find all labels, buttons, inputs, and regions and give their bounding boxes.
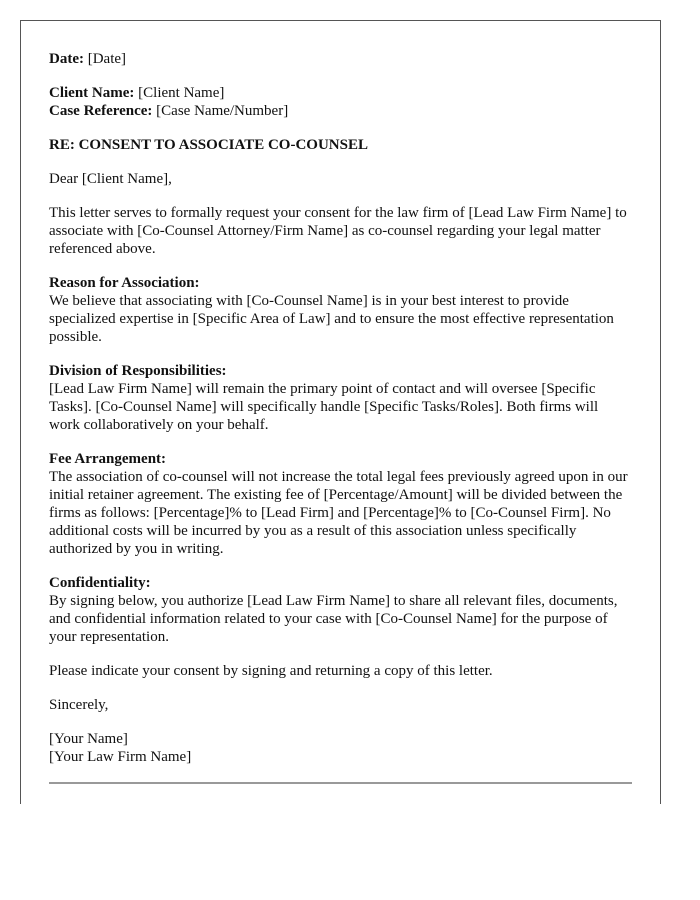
salutation: Dear [Client Name], <box>49 171 172 187</box>
client-label: Client Name: <box>49 85 135 101</box>
section-heading: Confidentiality: <box>49 575 151 591</box>
section-heading: Fee Arrangement: <box>49 451 167 467</box>
section-body: We believe that associating with [Co-Counsel Name] is in your best interest to provide specialized expertise in [Specific Area of Law] and to ensure the most effective representation possible. <box>49 293 614 345</box>
signature-block <box>49 730 632 766</box>
client-block <box>49 84 632 120</box>
letter-page <box>20 20 661 804</box>
section-fee <box>49 450 632 558</box>
date-value: [Date] <box>87 51 127 67</box>
date-label: Date: <box>49 51 84 67</box>
section-heading: Division of Responsibilities: <box>49 363 227 379</box>
section-body: The association of co-counsel will not increase the total legal fees previously agreed upon in our initial retainer agreement. The existing fee of [Percentage/Amount] will be divided between the firms as follows: [Percentage]% to [Lead Firm] and [Percentage]% to [Co-Counsel Firm]. No additional costs will be incurred by you as a result of this association unless specifically authorized by you in writing. <box>49 469 628 557</box>
section-heading: Reason for Association: <box>49 275 200 291</box>
case-value: [Case Name/Number] <box>156 103 289 119</box>
closing-request: Please indicate your consent by signing and returning a copy of this letter. <box>49 663 493 679</box>
intro-paragraph: This letter serves to formally request your consent for the law firm of [Lead Law Firm Name] to associate with [Co-Counsel Attorney/Firm Name] as co-counsel regarding your legal matter referenced above. <box>49 205 627 257</box>
section-reason <box>49 274 632 346</box>
client-value: [Client Name] <box>138 85 225 101</box>
closing: Sincerely, <box>49 697 109 713</box>
section-division <box>49 362 632 434</box>
divider <box>49 782 632 784</box>
case-label: Case Reference: <box>49 103 153 119</box>
subject-text: RE: CONSENT TO ASSOCIATE CO-COUNSEL <box>49 137 368 153</box>
section-body: By signing below, you authorize [Lead Law Firm Name] to share all relevant files, documents, and confidential information related to your case with [Co-Counsel Name] for the purpose of your representation. <box>49 593 618 645</box>
date-line <box>49 50 632 68</box>
subject-line <box>49 136 632 154</box>
signature-name: [Your Name] <box>49 731 128 747</box>
section-confidentiality <box>49 574 632 646</box>
section-body: [Lead Law Firm Name] will remain the primary point of contact and will oversee [Specific Tasks]. [Co-Counsel Name] will specifically handle [Specific Tasks/Roles]. Both firms will work collaboratively on your behalf. <box>49 381 599 433</box>
signature-firm: [Your Law Firm Name] <box>49 749 192 765</box>
